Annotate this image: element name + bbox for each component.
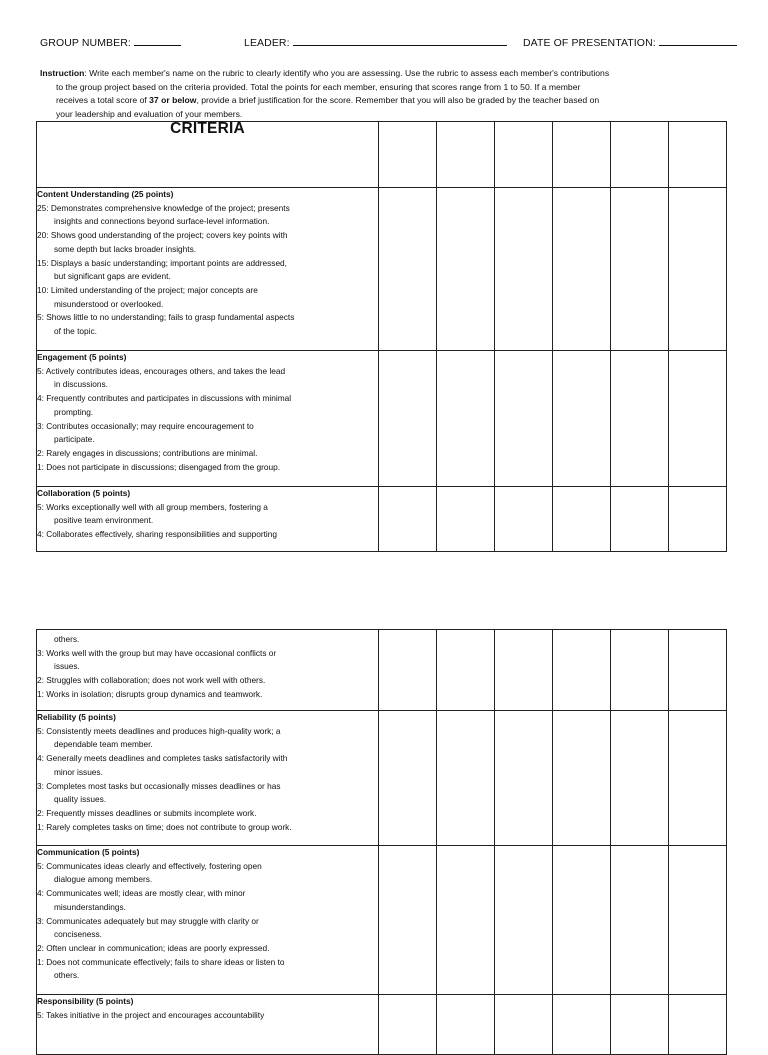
criterion-descriptor-line: 25: Demonstrates comprehensive knowledge of the project; presents [37,202,290,213]
instruction-line: your leadership and evaluation of your members. [56,109,243,120]
criterion-descriptor-line: 2: Rarely engages in discussions; contributions are minimal. [37,447,258,458]
score-cell[interactable] [553,711,611,846]
criterion-descriptor-line: 2: Struggles with collaboration; does not work well with others. [37,675,266,686]
criterion-descriptor-line: 5: Actively contributes ideas, encourages others, and takes the lead [37,365,286,376]
date-blank[interactable] [659,36,737,46]
criterion-descriptor-line: in discussions. [54,379,108,390]
criterion-descriptor-line: 5: Consistently meets deadlines and produces high-quality work; a [37,725,281,736]
score-cell[interactable] [379,351,437,487]
criterion-descriptor-line: 3: Works well with the group but may have occasional conflicts or [37,647,277,658]
score-cell[interactable] [379,630,437,711]
score-cell[interactable] [553,995,611,1055]
member-column-2[interactable] [437,122,495,188]
score-cell[interactable] [553,846,611,995]
criterion-descriptor-line: dialogue among members. [54,874,153,885]
score-cell[interactable] [669,630,727,711]
criterion-descriptor-line: insights and connections beyond surface-level information. [54,216,270,227]
form-header [40,36,740,52]
criterion-descriptor-line: 20: Shows good understanding of the project; covers key points with [37,230,288,241]
instruction-line: to the group project based on the criteria provided. Total the points for each member, ensuring that scores range from 1 to 50. If a member [56,81,581,92]
date-label: DATE OF PRESENTATION: [523,37,656,49]
criterion-descriptor-line: 4: Communicates well; ideas are mostly clear, with minor [37,888,246,899]
score-cell[interactable] [611,995,669,1055]
member-column-1[interactable] [379,122,437,188]
criterion-descriptor-line: misunderstood or overlooked. [54,298,164,309]
score-cell[interactable] [669,487,727,552]
criterion-descriptor-line: 5: Works exceptionally well with all group members, fostering a [37,501,268,512]
score-cell[interactable] [611,711,669,846]
criterion-row-communication [37,846,727,995]
criteria-heading: CRITERIA [37,122,379,188]
criterion-descriptor-line: conciseness. [54,929,102,940]
criterion-descriptor-line: of the topic. [54,326,97,337]
criterion-descriptor-line: positive team environment. [54,515,154,526]
criterion-title: Responsibility (5 points) [37,996,134,1006]
group-number-field[interactable] [40,36,181,49]
score-cell[interactable] [437,711,495,846]
member-column-3[interactable] [495,122,553,188]
score-cell[interactable] [379,711,437,846]
criterion-descriptor-line: issues. [54,661,80,672]
criterion-row-reliability [37,711,727,846]
score-cell[interactable] [379,188,437,351]
criterion-content-understanding [37,188,379,351]
score-cell[interactable] [611,351,669,487]
criterion-descriptor-line: others. [54,634,80,644]
criterion-title: Content Understanding (25 points) [37,189,174,199]
score-cell[interactable] [495,995,553,1055]
score-cell[interactable] [379,487,437,552]
score-cell[interactable] [611,630,669,711]
score-cell[interactable] [437,630,495,711]
rubric-table-page1 [36,121,727,552]
criterion-descriptor-line: 2: Often unclear in communication; ideas are poorly expressed. [37,942,270,953]
score-cell[interactable] [437,846,495,995]
criterion-descriptor-line: 1: Does not communicate effectively; fails to share ideas or listen to [37,956,285,967]
criterion-descriptor-line: misunderstandings. [54,901,126,912]
score-cell[interactable] [611,846,669,995]
leader-label: LEADER: [244,37,290,49]
criterion-row-responsibility [37,995,727,1055]
date-field[interactable] [523,36,737,49]
score-threshold: 37 or below [149,95,197,106]
group-number-blank[interactable] [134,36,181,46]
score-cell[interactable] [669,995,727,1055]
group-number-label: GROUP NUMBER: [40,37,131,49]
score-cell[interactable] [553,487,611,552]
member-column-4[interactable] [553,122,611,188]
criterion-reliability [37,711,379,846]
criterion-descriptor-line: 10: Limited understanding of the project; major concepts are [37,284,258,295]
instruction-line: : Write each member's name on the rubric to clearly identify who you are assessing. Use the rubric to assess each member's contributions [84,68,610,78]
leader-field[interactable] [244,36,507,49]
member-column-6[interactable] [669,122,727,188]
criterion-descriptor-line: 1: Works in isolation; disrupts group dynamics and teamwork. [37,688,263,699]
score-cell[interactable] [495,487,553,552]
score-cell[interactable] [495,188,553,351]
score-cell[interactable] [379,995,437,1055]
score-cell[interactable] [553,351,611,487]
criterion-engagement [37,351,379,487]
score-cell[interactable] [495,630,553,711]
criterion-row-collaboration-cont [37,630,727,711]
score-cell[interactable] [553,188,611,351]
criteria-header-row [37,122,727,188]
criterion-descriptor-line: 3: Communicates adequately but may struggle with clarity or [37,915,259,926]
criterion-descriptor-line: quality issues. [54,794,107,805]
criterion-descriptor-line: 5: Takes initiative in the project and encourages accountability [37,1009,265,1020]
instruction-line: receives a total score of [56,95,150,106]
criterion-title: Engagement (5 points) [37,352,127,362]
criterion-descriptor-line: 5: Communicates ideas clearly and effectively, fostering open [37,860,262,871]
score-cell[interactable] [495,711,553,846]
criterion-descriptor-line: 4: Frequently contributes and participates in discussions with minimal [37,393,292,404]
instruction-text [40,67,733,122]
score-cell[interactable] [379,846,437,995]
rubric-table-page2 [36,629,727,1055]
criterion-descriptor-line: 2: Frequently misses deadlines or submits incomplete work. [37,807,257,818]
score-cell[interactable] [611,188,669,351]
criterion-collaboration [37,487,379,552]
member-column-5[interactable] [611,122,669,188]
score-cell[interactable] [611,487,669,552]
criterion-collaboration-continued [37,630,379,711]
criterion-descriptor-line: 5: Shows little to no understanding; fails to grasp fundamental aspects [37,312,295,323]
criterion-descriptor-line: 3: Contributes occasionally; may require encouragement to [37,420,254,431]
score-cell[interactable] [495,351,553,487]
criterion-row-engagement [37,351,727,487]
criterion-title: Communication (5 points) [37,847,140,857]
score-cell[interactable] [437,995,495,1055]
criterion-descriptor-line: others. [54,970,80,981]
criterion-descriptor-line: 4: Generally meets deadlines and completes tasks satisfactorily with [37,753,288,764]
criterion-title: Reliability (5 points) [37,712,116,722]
score-cell[interactable] [437,487,495,552]
score-cell[interactable] [437,351,495,487]
score-cell[interactable] [669,711,727,846]
score-cell[interactable] [437,188,495,351]
criterion-descriptor-line: prompting. [54,406,94,417]
criterion-descriptor-line: participate. [54,434,95,445]
criterion-descriptor-line: dependable team member. [54,739,153,750]
criterion-descriptor-line: 1: Rarely completes tasks on time; does not contribute to group work. [37,821,292,832]
score-cell[interactable] [495,846,553,995]
criterion-title: Collaboration (5 points) [37,488,131,498]
criterion-communication [37,846,379,995]
score-cell[interactable] [669,188,727,351]
criterion-row-collaboration [37,487,727,552]
criterion-responsibility [37,995,379,1055]
criterion-descriptor-line: minor issues. [54,766,103,777]
instruction-lead: Instruction [40,68,85,78]
score-cell[interactable] [553,630,611,711]
leader-blank[interactable] [293,36,507,46]
criterion-descriptor-line: 4: Collaborates effectively, sharing responsibilities and supporting [37,529,277,540]
criterion-descriptor-line: 1: Does not participate in discussions; disengaged from the group. [37,461,281,472]
instruction-line: , provide a brief justification for the score. Remember that you will also be graded by the teacher based on [196,95,600,106]
criterion-descriptor-line: but significant gaps are evident. [54,271,171,282]
score-cell[interactable] [669,351,727,487]
criterion-descriptor-line: 15: Displays a basic understanding; important points are addressed, [37,257,287,268]
score-cell[interactable] [669,846,727,995]
criterion-row-content-understanding [37,188,727,351]
criterion-descriptor-line: some depth but lacks broader insights. [54,243,197,254]
criterion-descriptor-line: 3: Completes most tasks but occasionally misses deadlines or has [37,780,281,791]
